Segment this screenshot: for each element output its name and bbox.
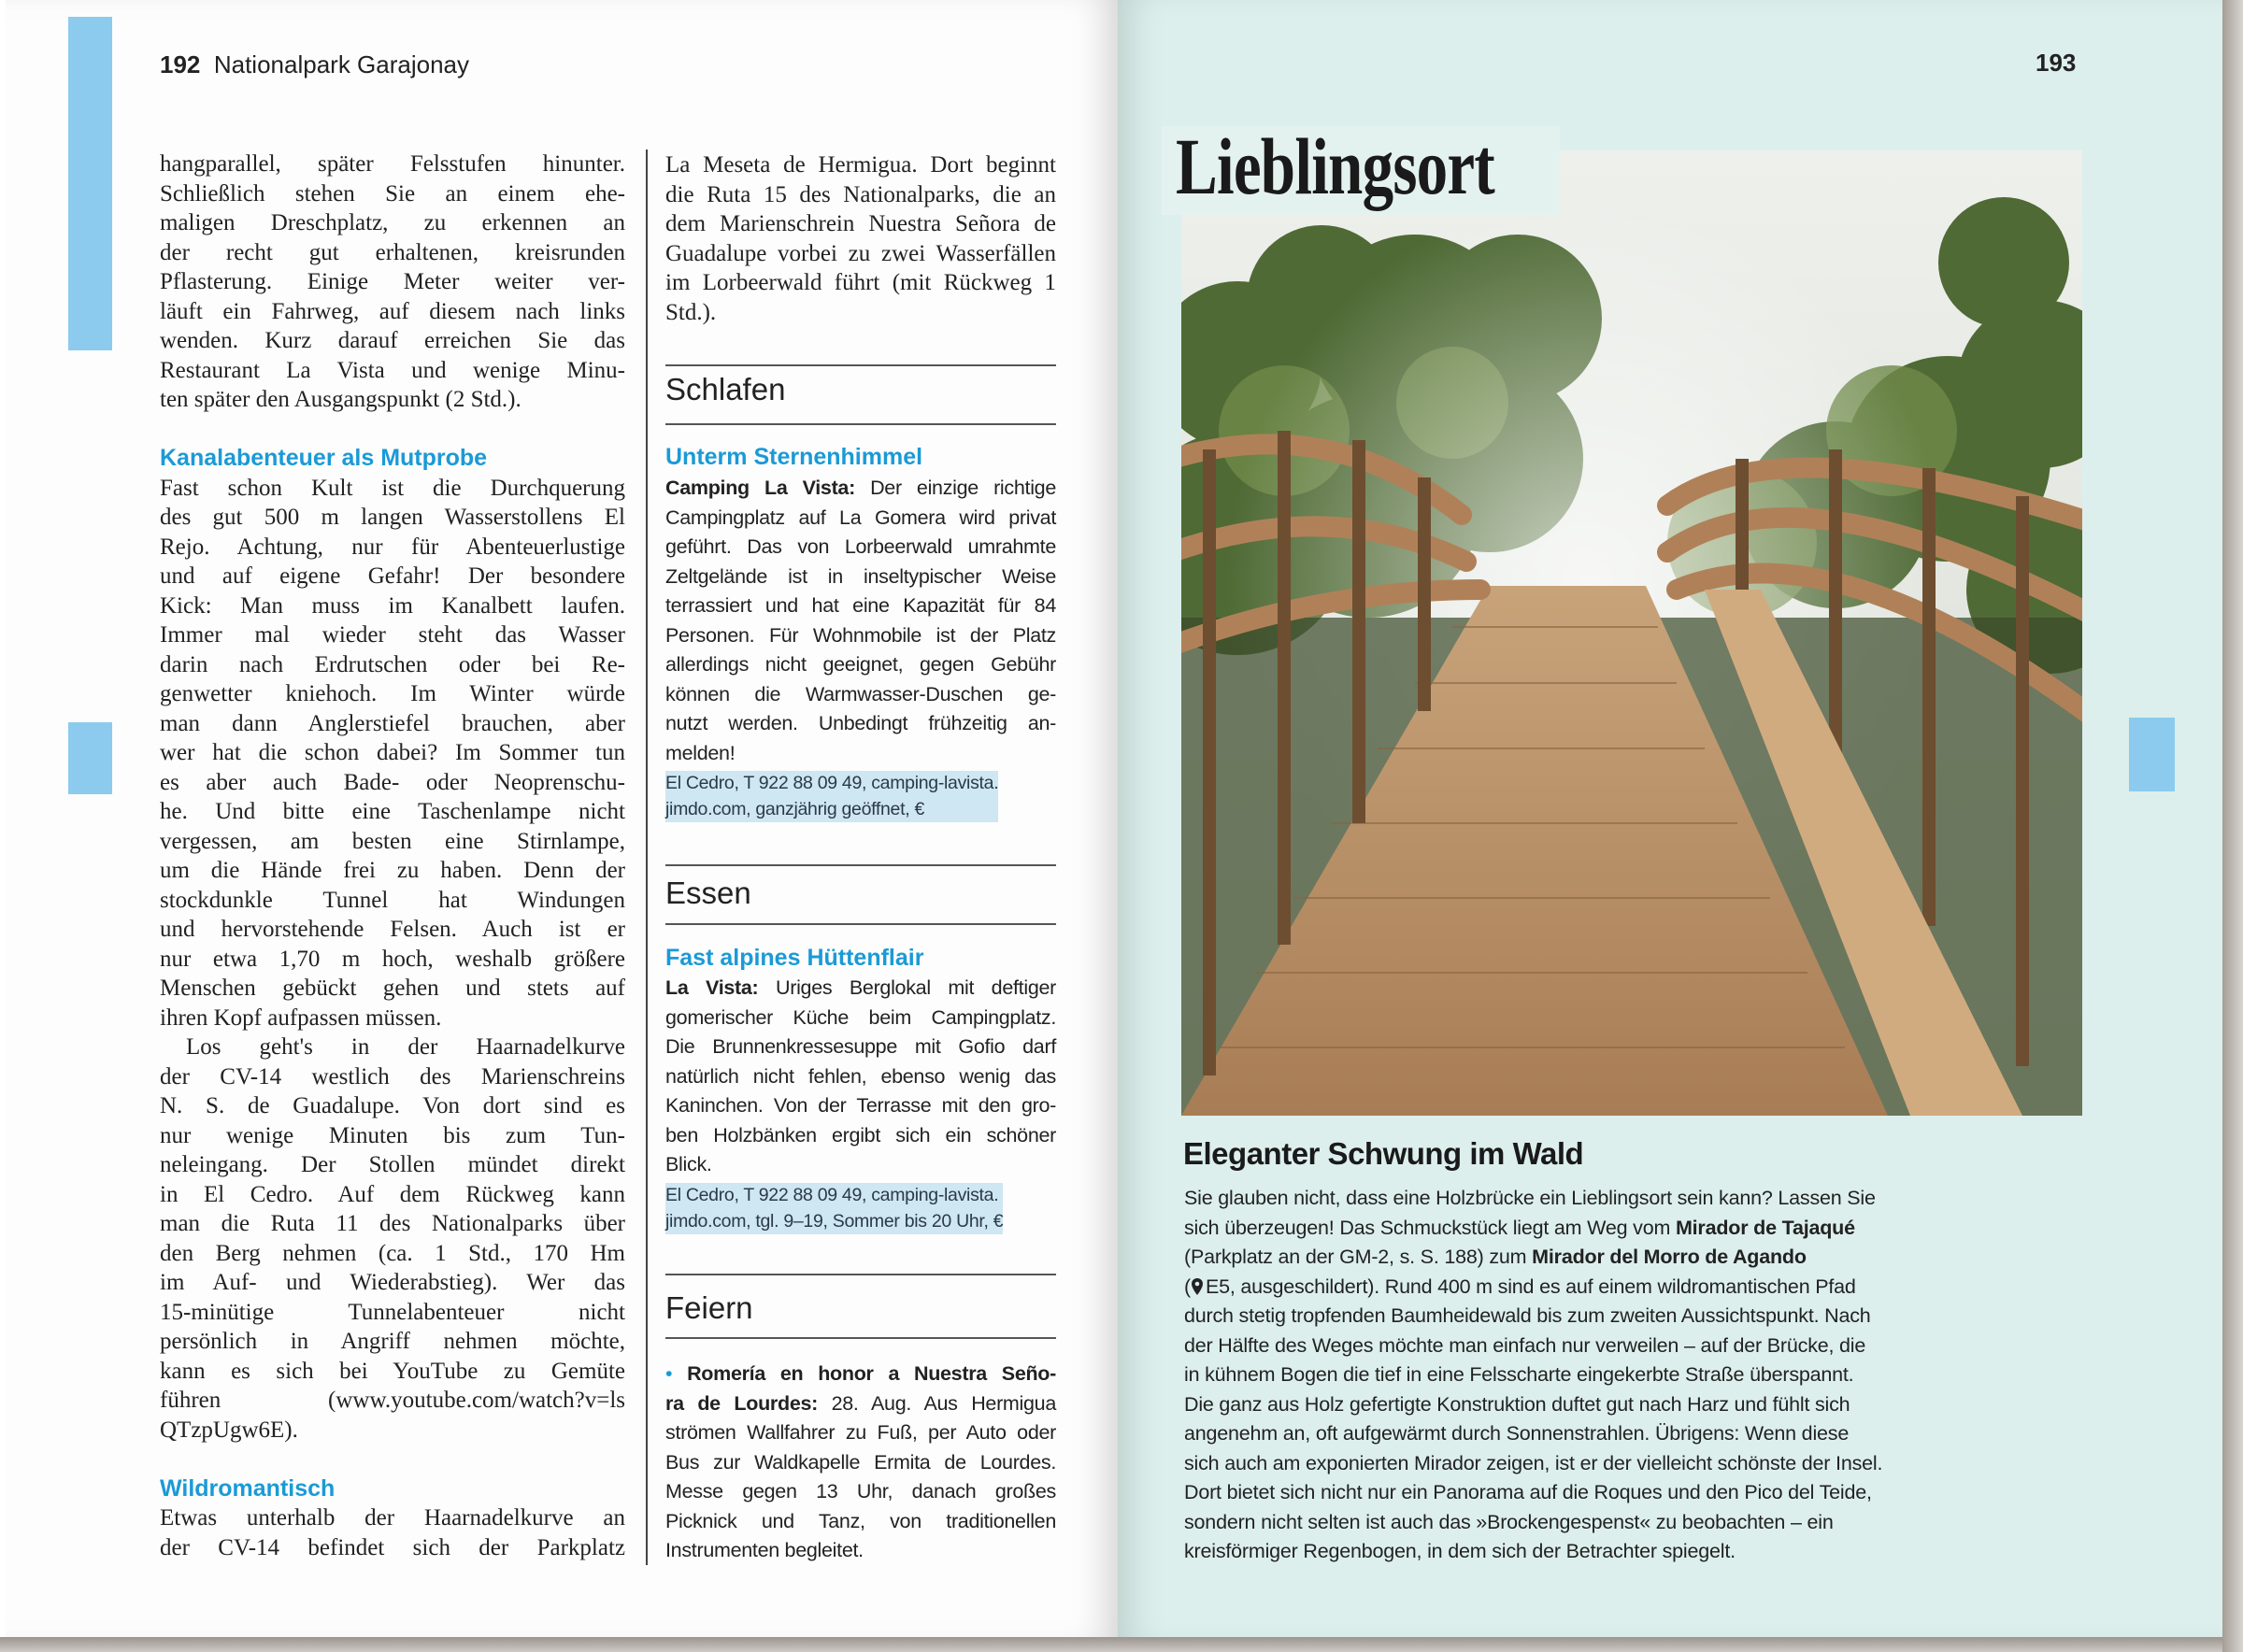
text-line: El Cedro, T 922 88 09 49, camping-lavista. [665,1183,1003,1209]
text-line: Sie glauben nicht, dass eine Holzbrücke ein Lieblingsort sein kann? Lassen Sie [1184,1187,1876,1209]
text-line: führen (www.youtube.com/watch?v=ls [160,1388,625,1413]
text-line [665,474,1056,504]
feature-title: Lieblingsort [1176,121,1494,211]
text-line: Personen. Für Wohnmobile ist der Platz [665,623,1056,647]
rule [665,923,1056,925]
page-number-right: 193 [2036,49,2077,77]
section-title-essen: Essen [665,876,751,910]
text-line [665,974,1056,1004]
text-line: stockdunkle Tunnel hat Windungen [160,887,625,913]
spacer [160,415,625,445]
text-line: und auf eigene Gefahr! Der besondere [160,563,625,589]
rule [665,364,1056,366]
text-line: he. Und bitte eine Taschenlampe nicht [160,799,625,824]
text-run: sich überzeugen! Das Schmuckstück liegt am Weg vom [1184,1216,1676,1239]
text-line: der recht gut erhaltenen, kreisrunden [160,239,625,265]
page-edges-bottom [0,1637,2243,1652]
text-line: Picknick und Tanz, von traditionellen [665,1509,1056,1532]
text-line: um die Hände frei zu haben. Denn der [160,858,625,883]
text-line [665,1360,1056,1389]
text-line: des gut 500 m langen Wasserstollens El [160,505,625,530]
text-line: im Lorbeerwald führt (mit Rückweg 1 [665,270,1056,295]
text-line [1184,1273,2025,1303]
text-line: in kühnem Bogen die tief in eine Felsscharte eingekerbte Straße überspannt. [1184,1363,1854,1386]
text-line: kreisförmiger Regenbogen, in dem sich der Betrachter spiegelt. [1184,1540,1736,1562]
text-line: angenehm an, oft aufgewärmt durch Sonnenstrahlen. Übrigens: Wenn diese [1184,1422,1850,1445]
text-line: Std.). [665,299,717,325]
text-line: 15-minütige Tunnelabenteuer nicht [160,1299,625,1325]
text-line: man die Ruta 11 des Nationalparks über [160,1211,625,1236]
chapter-tab-left-top [68,17,112,350]
text-line: kann es sich bei YouTube zu Gemüte [160,1358,625,1384]
text-line: geführt. Das von Lorbeerwald umrahmte [665,535,1056,558]
text-column-1 [160,150,625,1562]
text-line: der Hälfte des Weges möchte man einfach nur verweilen – auf der Brücke, die [1184,1333,1866,1357]
bold-term: Mirador de Tajaqué [1675,1216,1855,1239]
essen-text [665,974,1056,1180]
text-line: ihren Kopf aufpassen müssen. [160,1004,442,1031]
bold-term: ra de Lourdes: [665,1391,818,1415]
text-run: (Parkplatz an der GM-2, s. S. 188) zum [1184,1246,1533,1268]
text-line: Restaurant La Vista und wenige Minu- [160,357,625,383]
text-line: neleingang. Der Stollen mündet direkt [160,1152,625,1177]
bold-term: Mirador del Morro de Agando [1532,1246,1807,1268]
text-line: Instrumenten begleitet. [665,1539,864,1561]
subheading: Wildromantisch [160,1474,336,1502]
page-edges-right [2222,0,2243,1652]
text-line [1184,1243,2025,1273]
text-line: La Meseta de Hermigua. Dort beginnt [665,152,1056,178]
text-line: Blick. [665,1153,712,1175]
text-run: ( [1184,1275,1191,1298]
rule [665,423,1056,425]
subhead-unterm-sternenhimmel: Unterm Sternenhimmel [665,444,923,470]
text-line: der CV-14 westlich des Marienschreins [160,1063,625,1089]
subheading: Kanalabenteuer als Mutprobe [160,445,488,471]
section-title-feiern: Feiern [665,1290,753,1325]
spacer [160,1445,625,1474]
rule [665,1274,1056,1275]
text-line: der CV-14 befindet sich der Parkplatz [160,1534,625,1560]
bold-term: Romería en honor a Nuestra Seño- [672,1362,1056,1385]
text-line: Bus zur Waldkapelle Ermita de Lourdes. [665,1450,1056,1474]
bullet-icon: • [665,1362,673,1385]
text-line: N. S. de Guadalupe. Von dort sind es [160,1093,625,1118]
column-divider [646,150,648,1565]
text-line [665,1389,1056,1419]
text-line: Die ganz aus Holz gefertigte Konstruktion duftet gut nach Harz und fühlt sich [1184,1392,1850,1416]
text-line: Los geht's in der Haarnadelkurve [186,1034,625,1060]
text-line: Messe gegen 13 Uhr, danach großes [665,1480,1056,1502]
schlafen-address [665,771,998,822]
text-line: Immer mal wieder steht das Wasser [160,622,625,648]
text-line: sondern nicht selten ist auch das »Brockengespenst« zu beobachten – ein [1184,1510,1834,1533]
text-line: Campingplatz auf La Gomera wird privat [665,506,1056,529]
bold-term: Camping La Vista: [665,477,855,499]
text-line: wer hat die schon dabei? Im Sommer tun [160,740,625,765]
text-line: natürlich nicht fehlen, ebenso wenig das [665,1064,1056,1088]
text-line: Schließlich stehen Sie an einem ehe- [160,180,625,206]
text-run: 28. Aug. Aus Hermigua [818,1391,1056,1415]
text-line: können die Warmwasser-Duschen ge- [665,682,1056,705]
text-line: genwetter kniehoch. Im Winter würde [160,681,625,706]
text-line: in El Cedro. Auf dem Rückweg kann [160,1181,625,1207]
section-title-schlafen: Schlafen [665,372,786,406]
text-line: jimdo.com, ganzjährig geöffnet, € [665,797,998,823]
text-line: den Berg nehmen (ca. 1 Std., 170 Hm [160,1240,625,1266]
bold-term: La Vista: [665,976,759,999]
text-line: dem Marienschrein Nuestra Señora de [665,211,1056,236]
running-head [160,50,469,79]
column-2-intro [665,150,1056,327]
text-line: gomerischer Küche beim Campingplatz. [665,1005,1056,1029]
wooden-bridge-photo [1181,150,2082,1116]
text-line: vergessen, am besten eine Stirnlampe, [160,828,625,854]
text-line: nur etwa 1,70 m hoch, weshalb größere [160,946,625,972]
text-line: Die Brunnenkressesuppe mit Gofio darf [665,1035,1056,1058]
text-line: die Ruta 15 des Nationalparks, die an [665,181,1056,207]
text-line: hangparallel, später Felsstufen hinunter. [160,151,625,177]
text-line: Rejo. Achtung, nur für Abenteuerlustige [160,534,625,560]
subhead-fast-alpines-huettenflair: Fast alpines Hüttenflair [665,945,924,971]
text-line: im Auf- und Wiederabstieg). Wer das [160,1270,625,1295]
feature-heading: Eleganter Schwung im Wald [1183,1136,1584,1171]
running-head-title: Nationalpark Garajonay [213,50,469,78]
text-run: Uriges Berglokal mit deftiger [758,976,1056,999]
text-run: E5, ausgeschildert). Rund 400 m sind es auf einem wildromantischen Pfad [1205,1275,1856,1298]
text-line: ten später den Ausgangspunkt (2 Std.). [160,387,521,412]
text-line: man dann Anglerstiefel brauchen, aber [160,710,625,736]
text-line: ben Holzbänken ergibt sich ein schöner [665,1123,1056,1146]
text-line: jimdo.com, tgl. 9–19, Sommer bis 20 Uhr, € [665,1209,1003,1235]
feature-body [1184,1184,2025,1567]
feiern-text [665,1360,1056,1566]
text-line [1184,1214,2025,1244]
text-line: sich auch am exponierten Mirador zeigen, ist er der vielleicht schönste der Insel. [1184,1451,1883,1474]
chapter-tab-right [2129,718,2175,791]
text-line: Zeltgelände ist in inseltypischer Weise [665,564,1056,588]
text-line: El Cedro, T 922 88 09 49, camping-lavista. [665,771,998,797]
text-line: Kaninchen. Von der Terrasse mit den gro- [665,1094,1056,1117]
rule [665,864,1056,866]
text-line: melden! [665,741,736,764]
text-line: Fast schon Kult ist die Durchquerung [160,475,625,501]
schlafen-text [665,474,1056,768]
page-number-left: 192 [160,50,201,78]
text-line: und hervorstehende Felsen. Auch ist er [160,917,625,942]
text-line: nur wenige Minuten bis zum Tun- [160,1122,625,1148]
text-line: Kick: Man muss im Kanalbett laufen. [160,592,625,619]
text-line: Dort bietet sich nicht nur ein Panorama auf die Roques und den Pico del Teide, [1184,1481,1872,1503]
text-run: Der einzige richtige [854,477,1056,499]
text-line: es aber auch Bade- oder Neoprenschu- [160,769,625,795]
text-line: Menschen gebückt gehen und stets auf [160,976,625,1001]
text-line: terrassiert und hat eine Kapazität für 84 [665,594,1056,617]
text-line: Pflasterung. Einige Meter weiter ver- [160,269,625,294]
rule [665,1337,1056,1339]
text-line: läuft ein Fahrweg, auf diesem nach links [160,298,625,324]
text-line: allerdings nicht geeignet, gegen Gebühr [665,653,1056,676]
essen-address [665,1183,1003,1234]
text-line: persönlich in Angriff nehmen möchte, [160,1329,625,1354]
text-line: maligen Dreschplatz, zu erkennen an [160,210,625,235]
text-line: durch stetig tropfenden Baumheidewald bis zum zweiten Aussichtspunkt. Nach [1184,1304,1871,1327]
text-line: Guadalupe vorbei zu zwei Wasserfällen [665,240,1056,266]
text-line: QTzpUgw6E). [160,1417,298,1443]
text-line: Etwas unterhalb der Haarnadelkurve an [160,1505,625,1531]
text-line: darin nach Erdrutschen oder bei Re- [160,651,625,677]
map-pin-icon [1191,1275,1204,1305]
text-line: wenden. Kurz darauf erreichen Sie das [160,328,625,353]
text-line: nutzt werden. Unbedingt frühzeitig an- [665,712,1056,734]
chapter-tab-left-mid [68,722,112,794]
text-line: strömen Wallfahrer zu Fuß, per Auto oder [665,1421,1056,1444]
